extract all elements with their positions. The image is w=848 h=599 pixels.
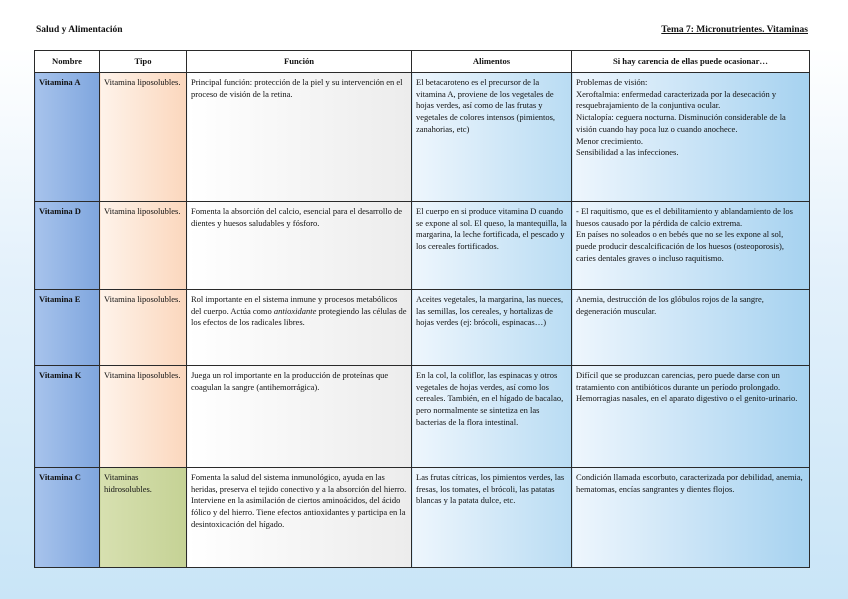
cell-carencia (572, 468, 810, 568)
cell-alimentos: El betacaroteno es el precursor de la vitamina A, proviene de los vegetales de hojas verdes, así como de las frutas y vegetales de colores intensos (pimientos, zanahorias, etc) (412, 73, 572, 202)
cell-nombre: Vitamina C (35, 468, 100, 568)
cell-tipo: Vitamina liposolubles. (100, 73, 187, 202)
column-header-nombre: Nombre (35, 51, 100, 73)
carencia-line: Xeroftalmia: enfermedad caracterizada por la desecación y resquebrajamiento de la conjuntiva ocular. (576, 88, 777, 111)
cell-nombre: Vitamina D (35, 202, 100, 290)
cell-funcion: Fomenta la salud del sistema inmunológico, ayuda en las heridas, preserva el tejido conectivo y a la absorción del hierro. Interviene en la asimilación de ciertos aminoácidos, del ácido fólico y del hierro. Tiene efectos antioxidantes y participa en la desintoxicación del hígado. (187, 468, 412, 568)
column-header-carencia: Si hay carencia de ellas puede ocasionar… (572, 51, 810, 73)
table-header-row (35, 51, 810, 73)
carencia-line: En países no soleados o en bebés que no se les expone al sol, puede producir descalcificación de los huesos (osteoporosis), caries dentales graves o incluso raquitismo. (576, 229, 784, 263)
column-header-alimentos: Alimentos (412, 51, 572, 73)
carencia-line: Menor crecimiento. (576, 135, 644, 146)
cell-carencia (572, 73, 810, 202)
column-header-tipo: Tipo (100, 51, 187, 73)
funcion-text: protegiendo las células de los efectos de los radicales libres. (191, 305, 407, 328)
document-header-left: Salud y Alimentación (36, 25, 123, 35)
cell-tipo: Vitamina liposolubles. (100, 202, 187, 290)
funcion-text: Rol importante en el sistema inmune y procesos metabólicos del cuerpo. Actúa como (191, 294, 398, 316)
carencia-line: Problemas de visión: (576, 77, 648, 87)
cell-alimentos: Las frutas cítricas, los pimientos verdes, las fresas, los tomates, el brócoli, las patatas blancas y la patata dulce, etc. (412, 468, 572, 568)
table-row (35, 73, 810, 202)
cell-alimentos: Aceites vegetales, la margarina, las nueces, las semillas, los cereales, y hortalizas de hojas verdes (ej: brócoli, espinacas…) (412, 290, 572, 366)
cell-tipo: Vitamina liposolubles. (100, 366, 187, 468)
carencia-line: Sensibilidad a las infecciones. (576, 147, 679, 158)
cell-carencia (572, 290, 810, 366)
carencia-line: Condición llamada escorbuto, caracterizada por debilidad, anemia, hematomas, encías sangrantes y dientes flojos. (576, 472, 803, 494)
cell-nombre: Vitamina A (35, 73, 100, 202)
cell-tipo: Vitamina liposolubles. (100, 290, 187, 366)
carencia-line: Hemorragias nasales, en el aparato digestivo o el genito-urinario. (576, 393, 798, 404)
cell-carencia (572, 202, 810, 290)
vitamins-table (34, 50, 810, 568)
table-row (35, 366, 810, 468)
cell-tipo: Vitaminas hidrosolubles. (100, 468, 187, 568)
carencia-line: Nictalopía: ceguera nocturna. Disminución considerable de la visión cuando hay poca luz o cuando anochece. (576, 112, 786, 134)
cell-alimentos: El cuerpo en si produce vitamina D cuando se expone al sol. El queso, la mantequilla, la margarina, la leche fortificada, el pescado y los cereales fortificados. (412, 202, 572, 290)
table-row (35, 202, 810, 290)
carencia-line: - El raquitismo, que es el debilitamiento y ablandamiento de los huesos causado por la pérdida de calcio extrema. (576, 206, 793, 228)
cell-funcion: Juega un rol importante en la producción de proteínas que coagulan la sangre (antihemorrágica). (187, 366, 412, 468)
cell-funcion: Fomenta la absorción del calcio, esencial para el desarrollo de dientes y huesos saludables y fósforo. (187, 202, 412, 290)
cell-nombre: Vitamina E (35, 290, 100, 366)
cell-alimentos: En la col, la coliflor, las espinacas y otros vegetales de hojas verdes, así como los cereales. También, en el hígado de bacalao, pero normalmente se sintetiza en las bacterias de la flora intestinal. (412, 366, 572, 468)
table-row (35, 290, 810, 366)
table-row (35, 468, 810, 568)
cell-funcion: Principal función: protección de la piel y su intervención en el proceso de visión de la retina. (187, 73, 412, 202)
cell-nombre: Vitamina K (35, 366, 100, 468)
column-header-funcion: Función (187, 51, 412, 73)
document-header-right: Tema 7: Micronutrientes. Vitaminas (661, 25, 808, 35)
cell-carencia (572, 366, 810, 468)
carencia-line: Difícil que se produzcan carencias, pero puede darse con un tratamiento con antibióticos durante un período prolongado. (576, 370, 781, 392)
cell-funcion (187, 290, 412, 366)
funcion-emphasis: antioxidante (273, 305, 317, 316)
carencia-line: Anemia, destrucción de los glóbulos rojos de la sangre, degeneración muscular. (576, 294, 764, 316)
